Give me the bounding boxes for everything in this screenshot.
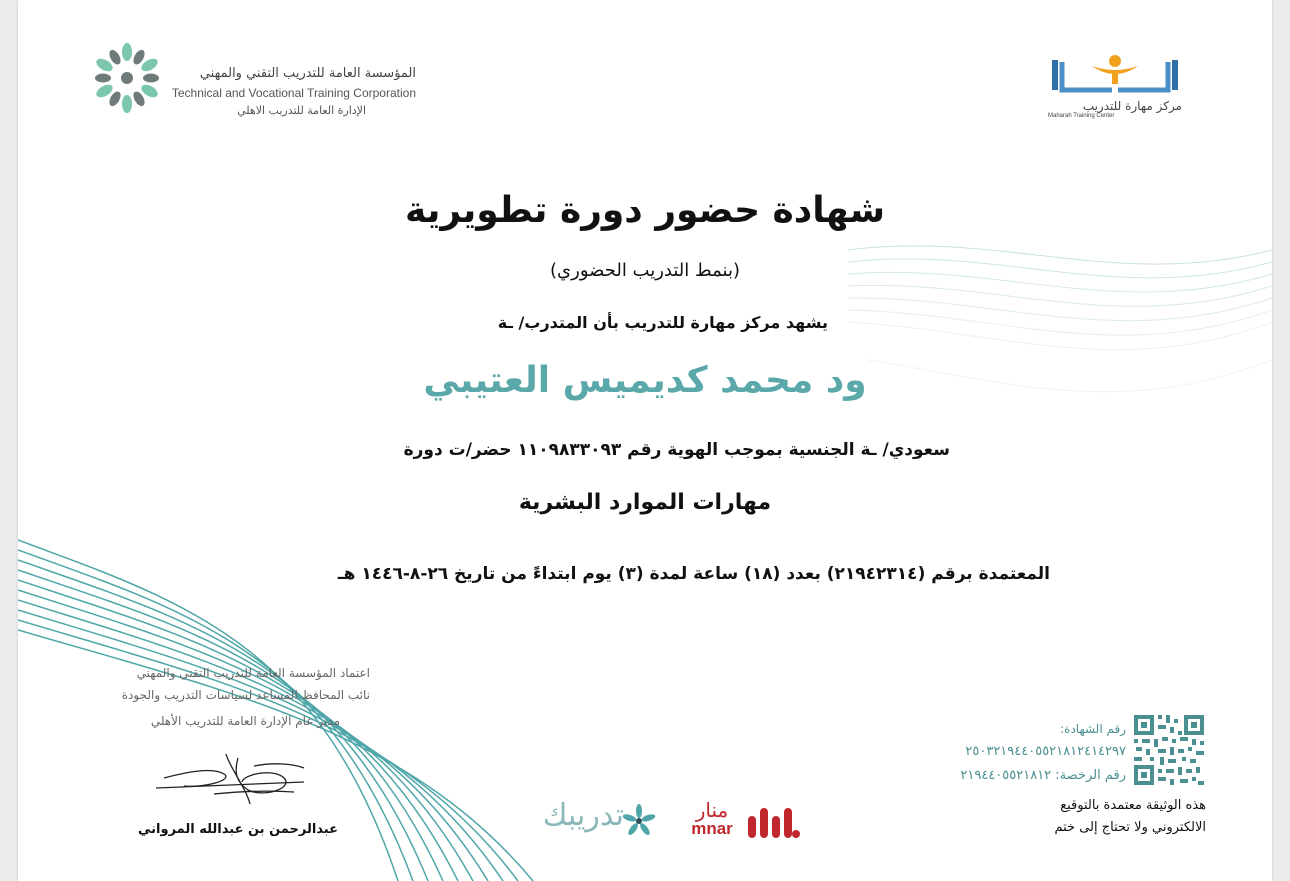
trainee-name: ود محمد كديميس العتيبي [423,360,867,401]
mnar-logo-text-en: mnar [691,819,733,838]
approval-deputy: نائب المحافظ المساعد لسياسات التدريب والجودة [121,688,370,702]
signer-name: عبدالرحمن بن عبدالله المرواني [138,822,338,837]
course-name: مهارات الموارد البشرية [518,490,772,515]
corporation-name-en: Technical and Vocational Training Corporation [171,86,416,100]
certificate-title: شهادة حضور دورة تطويرية [405,190,885,231]
teal-star-icon [622,804,656,838]
approval-general-manager: مدير عام الإدارة العامة للتدريب الأهلي [150,714,340,728]
approval-line: المعتمدة برقم (٢١٩٤٢٣١٤) بعدد (١٨) ساعة لمدة (٣) يوم ابتداءً من تاريخ ٢٦-٨-١٤٤٦ هـ [337,564,1050,584]
license-number: رقم الرخصة: ٢١٩٤٤٠٥٥٢١٨١٢ [960,768,1126,783]
e-sign-note-line2: الالكتروني ولا تحتاج إلى ختم [1054,820,1206,835]
corporation-department: الإدارة العامة للتدريب الاهلي [237,104,366,117]
certificate-number-label: رقم الشهادة: [1060,722,1126,736]
e-sign-note-line1: هذه الوثيقة معتمدة بالتوقيع [1060,798,1206,813]
nationality-line: سعودي/ ـة الجنسية بموجب الهوية رقم ١١٠٩٨٣٣٠٩٣ حضر/ت دورة [403,440,950,460]
red-bars-icon [746,804,802,840]
signature [154,748,308,808]
open-book-person-icon [1048,52,1182,94]
center-name-ar: مركز مهارة للتدريب [1082,99,1182,113]
certify-line: يشهد مركز مهارة للتدريب بأن المتدرب/ ـة [497,313,828,332]
star-emblem-icon [92,40,162,120]
tadreeb-logo-text: تدريبك [542,798,624,833]
center-name-en: Maharah Training Center [1048,113,1115,119]
approval-title: اعتماد المؤسسة العامة للتدريب التقني والمهني [136,666,370,680]
qr-code-icon[interactable] [1132,713,1206,787]
training-mode: (بنمط التدريب الحضوري) [550,260,740,281]
certificate-page [18,0,1272,881]
mnar-logo-text-ar: منار [695,798,729,822]
certificate-number: ٢٥٠٣٢١٩٤٤٠٥٥٢١٨١٢٤١٤٢٩٧ [965,744,1126,759]
corporation-name-ar: المؤسسة العامة للتدريب التقني والمهني [199,66,416,81]
